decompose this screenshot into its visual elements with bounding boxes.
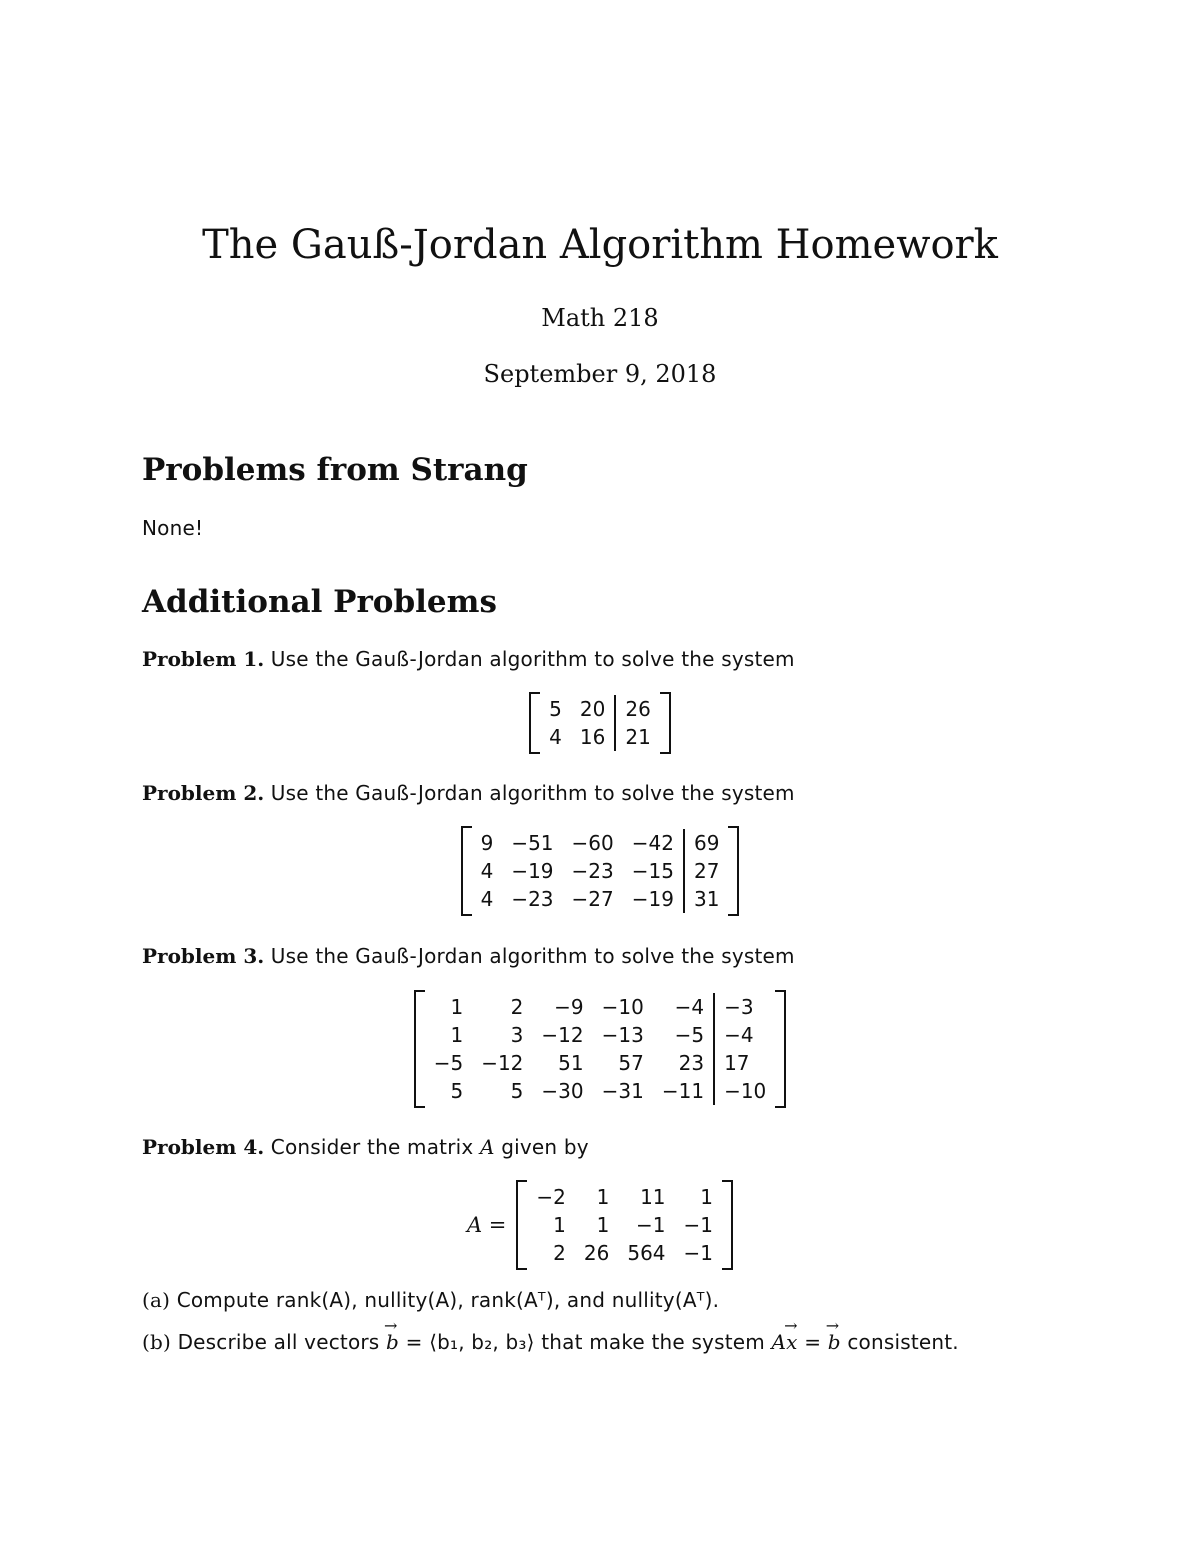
matrix-entry: −1 bbox=[683, 1213, 714, 1237]
part-b-eq: = bbox=[804, 1330, 822, 1354]
matrix-entry: 26 bbox=[583, 1241, 610, 1265]
matrix-entry: −2 bbox=[536, 1185, 566, 1209]
augmented-matrix bbox=[529, 692, 671, 754]
matrix-entry: −4 bbox=[674, 995, 705, 1019]
matrix-entry: −13 bbox=[601, 1023, 644, 1047]
augment-entry: 17 bbox=[714, 1049, 775, 1077]
vector-arrow-icon: → bbox=[784, 1316, 798, 1335]
matrix-table bbox=[527, 1183, 722, 1267]
augment-entry: 26 bbox=[615, 695, 659, 723]
part-b-tuple: = ⟨b₁, b₂, b₃⟩ bbox=[405, 1330, 535, 1354]
matrix-entry: −19 bbox=[511, 859, 554, 883]
matrix-entry: 1 bbox=[553, 1213, 566, 1237]
matrix-entry: −1 bbox=[636, 1213, 666, 1237]
left-bracket bbox=[529, 692, 540, 754]
matrix-entry: −42 bbox=[631, 831, 674, 855]
problem-2-text: Use the Gauß-Jordan algorithm to solve the system bbox=[270, 781, 795, 805]
matrix-equation bbox=[467, 1180, 733, 1270]
coefficient-matrix bbox=[516, 1180, 733, 1270]
problem-4-matrix bbox=[0, 1180, 1200, 1270]
matrix-table bbox=[425, 993, 776, 1105]
problem-1-statement bbox=[142, 647, 795, 671]
matrix-row bbox=[540, 695, 660, 723]
matrix-row bbox=[425, 1077, 776, 1105]
matrix-table bbox=[540, 695, 660, 751]
document-title: The Gauß-Jordan Algorithm Homework bbox=[202, 222, 998, 268]
matrix-entry: 1 bbox=[450, 995, 464, 1019]
section-heading-strang: Problems from Strang bbox=[142, 452, 528, 488]
matrix-entry: −23 bbox=[571, 859, 614, 883]
matrix-entry: −27 bbox=[571, 887, 614, 911]
problem-4-part-a bbox=[142, 1288, 719, 1312]
right-bracket bbox=[775, 990, 786, 1108]
matrix-row bbox=[540, 723, 660, 751]
right-bracket bbox=[660, 692, 671, 754]
problem-4-part-b bbox=[142, 1316, 959, 1354]
problem-2-statement bbox=[142, 781, 795, 805]
part-b-lhs: A bbox=[771, 1330, 787, 1354]
matrix-entry: 5 bbox=[549, 697, 562, 721]
augment-entry: 69 bbox=[684, 829, 728, 857]
matrix-table bbox=[472, 829, 729, 913]
problem-1-matrix bbox=[0, 692, 1200, 754]
matrix-entry: −9 bbox=[554, 995, 584, 1019]
matrix-row bbox=[527, 1183, 722, 1211]
vector-b: → b bbox=[383, 1316, 399, 1354]
matrix-entry: −11 bbox=[661, 1079, 705, 1103]
right-bracket bbox=[722, 1180, 733, 1270]
part-a-tag: (a) bbox=[142, 1288, 171, 1312]
matrix-entry: 4 bbox=[549, 725, 562, 749]
augment-entry: −10 bbox=[714, 1077, 775, 1105]
matrix-row bbox=[472, 857, 729, 885]
augment-entry: −4 bbox=[714, 1021, 775, 1049]
problem-3-statement bbox=[142, 944, 795, 968]
matrix-entry: −19 bbox=[631, 887, 674, 911]
matrix-row bbox=[425, 1049, 776, 1077]
matrix-entry: 1 bbox=[596, 1213, 610, 1237]
matrix-entry: −12 bbox=[481, 1051, 524, 1075]
matrix-row bbox=[527, 1211, 722, 1239]
problem-4-label: Problem 4. bbox=[142, 1135, 265, 1159]
left-bracket bbox=[461, 826, 472, 916]
augmented-matrix bbox=[461, 826, 740, 916]
course-name: Math 218 bbox=[541, 304, 659, 332]
augment-entry: 27 bbox=[684, 857, 728, 885]
part-b-mid: that make the system bbox=[541, 1330, 765, 1354]
matrix-eq-label: A = bbox=[466, 1213, 507, 1237]
problem-3-text: Use the Gauß-Jordan algorithm to solve the system bbox=[270, 944, 795, 968]
document-date: September 9, 2018 bbox=[483, 360, 717, 388]
problem-2-matrix bbox=[0, 826, 1200, 916]
augment-entry: 31 bbox=[684, 885, 728, 913]
matrix-entry: 23 bbox=[678, 1051, 705, 1075]
vector-x: → x bbox=[784, 1316, 798, 1354]
vector-arrow-icon: → bbox=[383, 1316, 398, 1335]
right-bracket bbox=[728, 826, 739, 916]
matrix-entry: −10 bbox=[601, 995, 644, 1019]
section-heading-additional: Additional Problems bbox=[142, 584, 497, 620]
matrix-entry: 2 bbox=[553, 1241, 566, 1265]
left-bracket bbox=[414, 990, 425, 1108]
augment-entry: 21 bbox=[615, 723, 659, 751]
problem-1-label: Problem 1. bbox=[142, 647, 265, 671]
problem-2-label: Problem 2. bbox=[142, 781, 265, 805]
matrix-entry: 3 bbox=[510, 1023, 524, 1047]
matrix-entry: 51 bbox=[558, 1051, 584, 1075]
matrix-entry: −23 bbox=[511, 887, 554, 911]
part-b-post: consistent. bbox=[847, 1330, 959, 1354]
matrix-entry: 5 bbox=[450, 1079, 464, 1103]
matrix-entry: −5 bbox=[433, 1051, 464, 1075]
problem-1-text: Use the Gauß-Jordan algorithm to solve the system bbox=[270, 647, 795, 671]
matrix-entry: 20 bbox=[579, 697, 606, 721]
strang-body: None! bbox=[142, 516, 204, 540]
problem-3-label: Problem 3. bbox=[142, 944, 265, 968]
matrix-row bbox=[425, 993, 776, 1021]
matrix-row bbox=[425, 1021, 776, 1049]
part-a-text: Compute rank(A), nullity(A), rank(Aᵀ), and nullity(Aᵀ). bbox=[176, 1288, 720, 1312]
matrix-entry: −31 bbox=[601, 1079, 644, 1103]
matrix-entry: −5 bbox=[674, 1023, 705, 1047]
matrix-entry: 1 bbox=[450, 1023, 464, 1047]
matrix-entry: −60 bbox=[571, 831, 614, 855]
vector-arrow-icon: → bbox=[825, 1316, 840, 1335]
problem-4-text-before: Consider the matrix bbox=[270, 1135, 474, 1159]
part-b-pre: Describe all vectors bbox=[177, 1330, 380, 1354]
matrix-row bbox=[472, 829, 729, 857]
matrix-entry: −30 bbox=[541, 1079, 584, 1103]
matrix-entry: 564 bbox=[627, 1241, 666, 1265]
problem-4-var: A bbox=[479, 1135, 495, 1159]
matrix-entry: 1 bbox=[596, 1185, 610, 1209]
augmented-matrix bbox=[414, 990, 787, 1108]
matrix-entry: −1 bbox=[683, 1241, 714, 1265]
matrix-row bbox=[472, 885, 729, 913]
matrix-entry: 1 bbox=[700, 1185, 714, 1209]
matrix-entry: 4 bbox=[480, 887, 494, 911]
problem-3-matrix bbox=[0, 990, 1200, 1108]
matrix-entry: −15 bbox=[631, 859, 674, 883]
matrix-entry: 9 bbox=[480, 831, 494, 855]
left-bracket bbox=[516, 1180, 527, 1270]
matrix-entry: −12 bbox=[541, 1023, 584, 1047]
problem-4-statement bbox=[142, 1135, 589, 1159]
matrix-entry: 11 bbox=[640, 1185, 666, 1209]
matrix-entry: −51 bbox=[511, 831, 554, 855]
matrix-entry: 4 bbox=[480, 859, 494, 883]
augment-entry: −3 bbox=[714, 993, 775, 1021]
problem-4-text-after: given by bbox=[501, 1135, 589, 1159]
matrix-entry: 2 bbox=[510, 995, 524, 1019]
matrix-row bbox=[527, 1239, 722, 1267]
matrix-entry: 16 bbox=[579, 725, 606, 749]
part-b-tag: (b) bbox=[142, 1330, 172, 1354]
matrix-entry: 57 bbox=[618, 1051, 644, 1075]
matrix-entry: 5 bbox=[510, 1079, 524, 1103]
vector-b: → b bbox=[825, 1316, 841, 1354]
